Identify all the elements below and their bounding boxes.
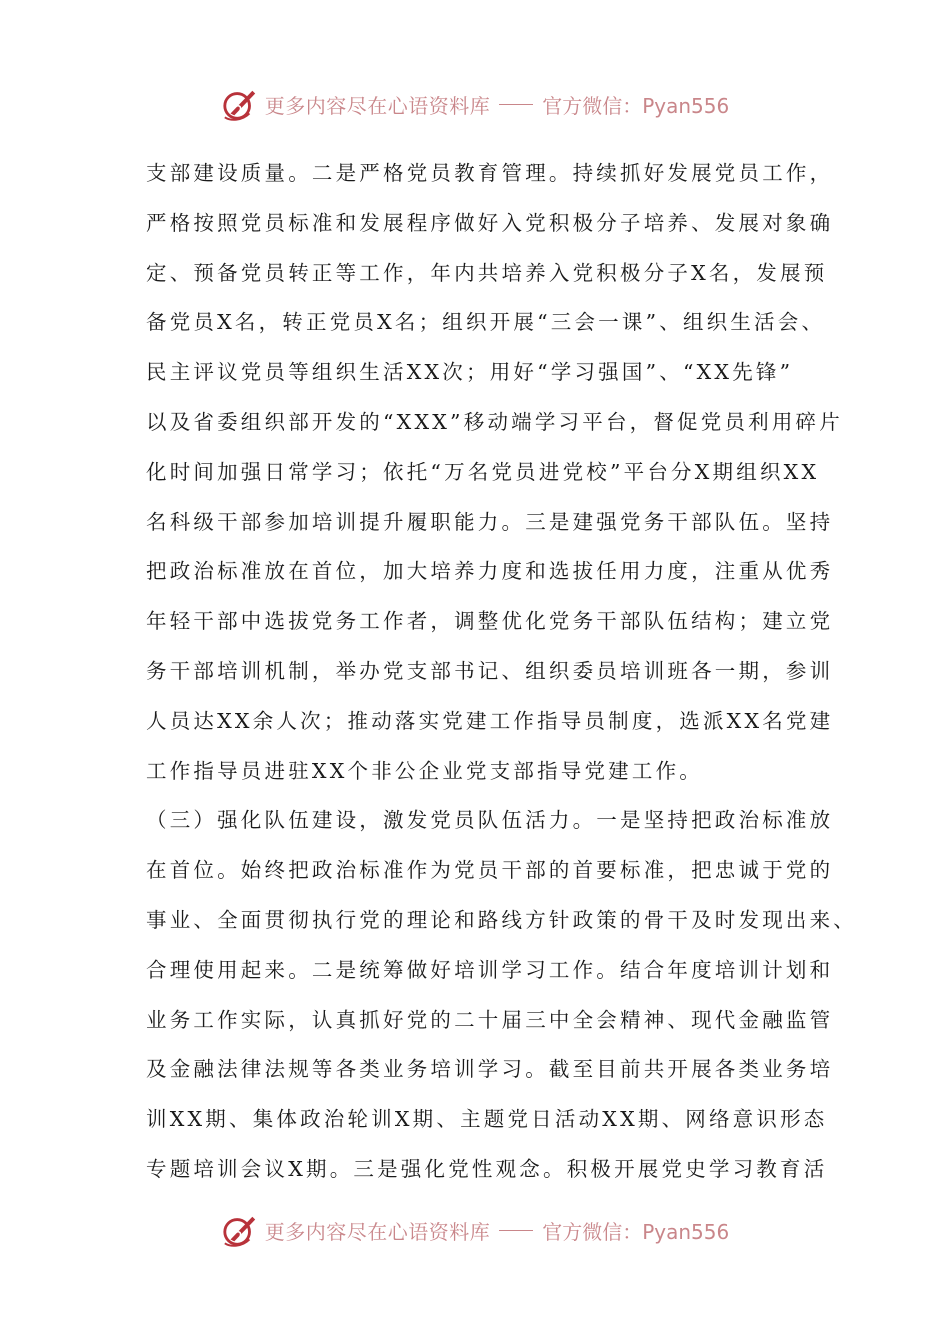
banner-dash (499, 104, 533, 105)
banner-wechat: 官方微信：Pyan556 (542, 93, 730, 118)
banner-title: 更多内容尽在心语资料库 (264, 93, 491, 118)
quill-seal-icon (221, 85, 259, 123)
text-line: 名科级干部参加培训提升履职能力。三是建强党务干部队伍。坚持 (146, 509, 834, 534)
section-heading-line: （三）强化队伍建设，激发党员队伍活力。一是坚持把政治标准放 (146, 808, 834, 833)
banner-title: 更多内容尽在心语资料库 (264, 1219, 491, 1244)
text-line: 支部建设质量。二是严格党员教育管理。持续抓好发展党员工作， (146, 161, 834, 185)
text-line: 专题培训会议X期。三是强化党性观念。积极开展党史学习教育活 (146, 1156, 828, 1181)
text-line: 定、预备党员转正等工作，年内共培养入党积极分子X名，发展预 (146, 260, 828, 285)
text-line: 及金融法律法规等各类业务培训学习。截至目前共开展各类业务培 (146, 1057, 834, 1082)
header-banner (0, 84, 950, 124)
text-line: 在首位。始终把政治标准作为党员干部的首要标准，把忠诚于党的 (146, 858, 834, 883)
text-line: 人员达XX余人次；推动落实党建工作指导员制度，选派XX名党建 (146, 708, 834, 733)
footer-banner (0, 1210, 950, 1250)
text-line: 把政治标准放在首位，加大培养力度和选拔任用力度，注重从优秀 (146, 559, 834, 584)
text-line: 训XX期、集体政治轮训X期、主题党日活动XX期、网络意识形态 (146, 1107, 828, 1132)
text-line: 民主评议党员等组织生活XX次；用好“学习强国”、“XX先锋” (146, 360, 794, 385)
text-line: 业务工作实际，认真抓好党的二十届三中全会精神、现代金融监管 (146, 1007, 834, 1032)
text-line: 务干部培训机制，举办党支部书记、组织委员培训班各一期，参训 (146, 658, 834, 683)
text-line: 事业、全面贯彻执行党的理论和路线方针政策的骨干及时发现出来、 (146, 907, 857, 932)
text-line: 工作指导员进驻XX个非公企业党支部指导党建工作。 (146, 758, 703, 783)
text-line: 以及省委组织部开发的“XXX”移动端学习平台，督促党员利用碎片 (146, 409, 843, 434)
document-body (146, 149, 857, 1195)
text-line: 化时间加强日常学习；依托“万名党员进党校”平台分X期组织XX (146, 459, 820, 484)
quill-seal-icon (221, 1211, 259, 1249)
text-line: 严格按照党员标准和发展程序做好入党积极分子培养、发展对象确 (146, 210, 834, 235)
banner-wechat: 官方微信：Pyan556 (542, 1219, 730, 1244)
banner-dash (499, 1230, 533, 1231)
text-line: 合理使用起来。二是统筹做好培训学习工作。结合年度培训计划和 (146, 957, 834, 982)
text-line: 备党员X名，转正党员X名；组织开展“三会一课”、组织生活会、 (146, 310, 826, 335)
text-line: 年轻干部中选拔党务工作者，调整优化党务干部队伍结构；建立党 (146, 609, 834, 634)
